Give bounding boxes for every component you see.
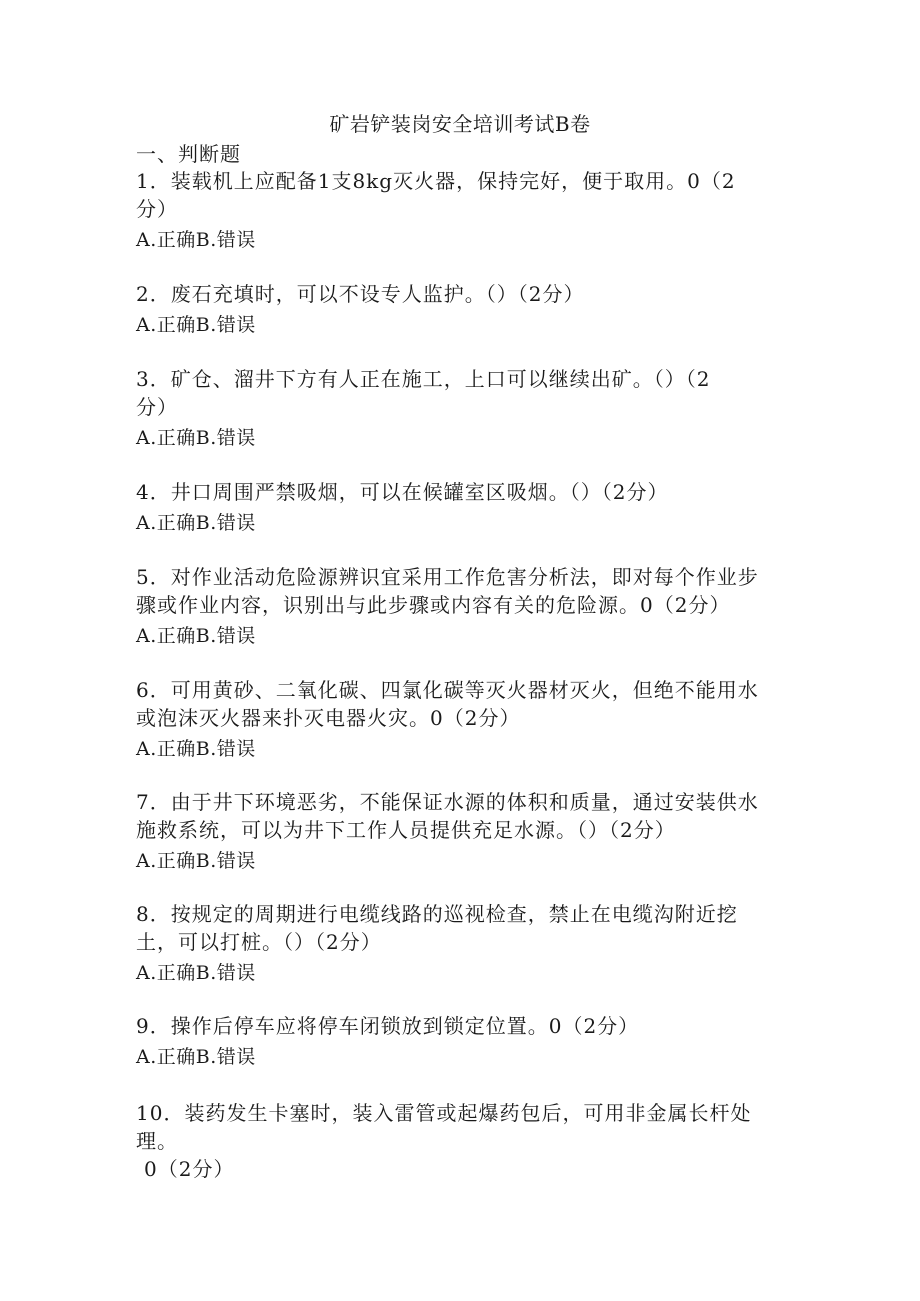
question-9 xyxy=(136,1012,796,1071)
answer-options: A.正确B.错误 xyxy=(136,512,256,534)
question-text-line: 理。 xyxy=(136,1129,178,1153)
question-text-line: 7．由于井下环境恶劣，不能保证水源的体积和质量，通过安装供水 xyxy=(136,790,759,814)
question-6 xyxy=(136,676,796,763)
answer-options: A.正确B.错误 xyxy=(136,625,256,647)
question-10 xyxy=(136,1099,796,1183)
question-text-line: 9．操作后停车应将停车闭锁放到锁定位置。0（2分） xyxy=(136,1014,640,1038)
answer-options: A.正确B.错误 xyxy=(136,314,256,336)
answer-options: A.正确B.错误 xyxy=(136,850,256,872)
question-text-line: 土，可以打桩。（）（2分） xyxy=(136,930,382,954)
answer-options: A.正确B.错误 xyxy=(136,1046,256,1068)
question-text-line: 骤或作业内容，识别出与此步骤或内容有关的危险源。0（2分） xyxy=(136,593,731,617)
answer-options: A.正确B.错误 xyxy=(136,962,256,984)
question-2 xyxy=(136,280,796,339)
question-text-line: 5．对作业活动危险源辨识宜采用工作危害分析法，即对每个作业步 xyxy=(136,565,759,589)
question-7 xyxy=(136,788,796,875)
question-text-line: 2．废石充填时，可以不设专人监护。（）（2分） xyxy=(136,282,585,306)
document-title: 矿岩铲装岗安全培训考试B卷 xyxy=(329,112,591,136)
question-text-line: 分） xyxy=(136,197,178,221)
question-5 xyxy=(136,563,796,650)
question-text-line: 或泡沫灭火器来扑灭电器火灾。0（2分） xyxy=(136,706,521,730)
answer-options: A.正确B.错误 xyxy=(136,229,256,251)
question-text-line: 3．矿仓、溜井下方有人正在施工，上口可以继续出矿。（）（2 xyxy=(136,367,711,391)
question-8 xyxy=(136,900,796,987)
question-1 xyxy=(136,167,796,254)
question-text-line: 施救系统，可以为井下工作人员提供充足水源。（）（2分） xyxy=(136,818,676,842)
question-text-line: 6．可用黄砂、二氧化碳、四氯化碳等灭火器材灭火，但绝不能用水 xyxy=(136,678,759,702)
question-text-line: 8．按规定的周期进行电缆线路的巡视检查，禁止在电缆沟附近挖 xyxy=(136,902,738,926)
answer-options: A.正确B.错误 xyxy=(136,738,256,760)
answer-options: A.正确B.错误 xyxy=(136,427,256,449)
section-heading: 一、判断题 xyxy=(136,142,241,166)
question-text-line: 10．装药发生卡塞时，装入雷管或起爆药包后，可用非金属长杆处 xyxy=(136,1101,752,1125)
question-text-line: 1．装载机上应配备1支8kg灭火器，保持完好，便于取用。0（2 xyxy=(136,169,736,193)
question-4 xyxy=(136,478,796,537)
question-text-line: 分） xyxy=(136,395,178,419)
question-score: 0（2分） xyxy=(144,1157,235,1181)
question-text-line: 4．井口周围严禁吸烟，可以在候罐室区吸烟。（）（2分） xyxy=(136,480,669,504)
question-3 xyxy=(136,365,796,452)
